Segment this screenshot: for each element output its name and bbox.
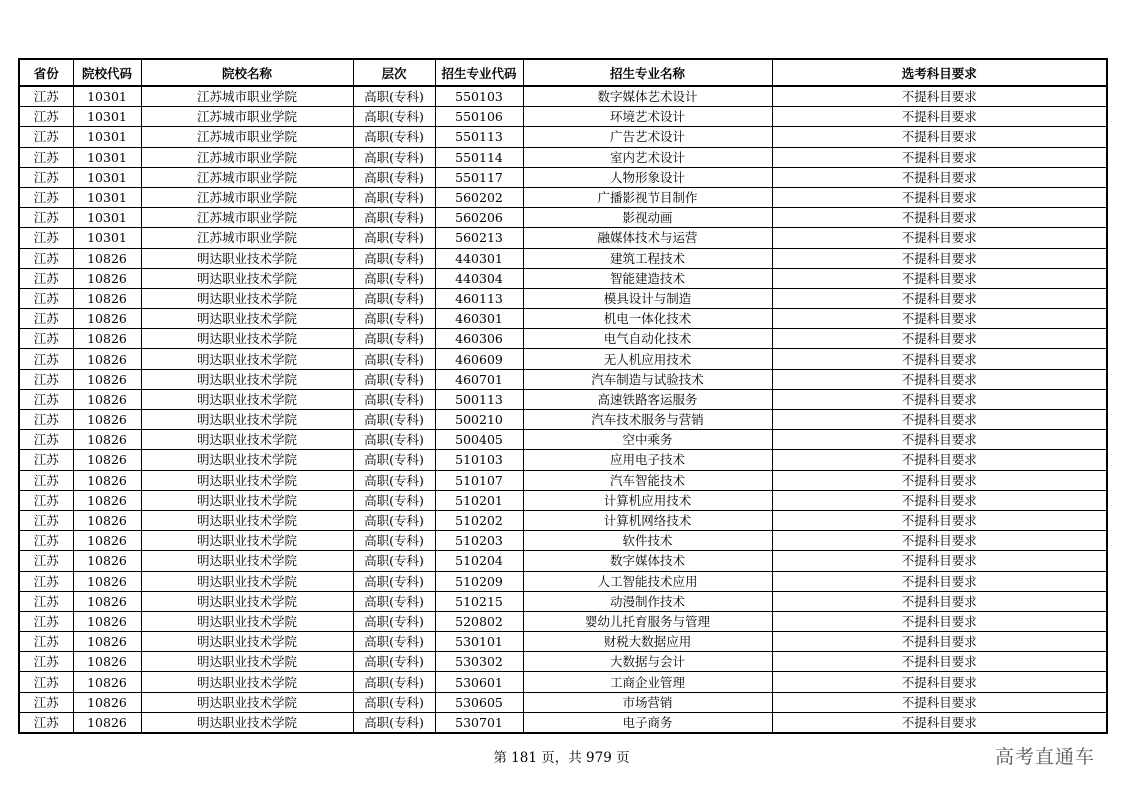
major-code-cell: 530101 <box>435 632 523 652</box>
school-code-cell: 10826 <box>73 611 141 631</box>
major-code-cell: 530701 <box>435 712 523 733</box>
major-code-cell: 510203 <box>435 531 523 551</box>
table-row <box>19 611 1107 631</box>
table-row <box>19 268 1107 288</box>
table-row <box>19 107 1107 127</box>
province-cell: 江苏 <box>19 107 73 127</box>
major-code-cell: 460113 <box>435 288 523 308</box>
header-subject-requirement: 选考科目要求 <box>772 59 1107 86</box>
level-cell: 高职(专科) <box>353 510 435 530</box>
school-code-cell: 10301 <box>73 167 141 187</box>
level-cell: 高职(专科) <box>353 329 435 349</box>
table-row <box>19 652 1107 672</box>
major-code-cell: 510215 <box>435 591 523 611</box>
school-name-cell: 明达职业技术学院 <box>141 510 353 530</box>
subject-requirement-cell: 不提科目要求 <box>772 228 1107 248</box>
major-code-cell: 520802 <box>435 611 523 631</box>
province-cell: 江苏 <box>19 228 73 248</box>
table-row <box>19 712 1107 733</box>
table-header <box>19 59 1107 86</box>
school-code-cell: 10826 <box>73 652 141 672</box>
province-cell: 江苏 <box>19 268 73 288</box>
school-name-cell: 明达职业技术学院 <box>141 611 353 631</box>
table-row <box>19 228 1107 248</box>
major-code-cell: 510209 <box>435 571 523 591</box>
major-name-cell: 模具设计与制造 <box>523 288 772 308</box>
province-cell: 江苏 <box>19 127 73 147</box>
table-row <box>19 369 1107 389</box>
major-name-cell: 环境艺术设计 <box>523 107 772 127</box>
province-cell: 江苏 <box>19 288 73 308</box>
major-name-cell: 汽车制造与试验技术 <box>523 369 772 389</box>
province-cell: 江苏 <box>19 551 73 571</box>
subject-requirement-cell: 不提科目要求 <box>772 470 1107 490</box>
major-code-cell: 560202 <box>435 187 523 207</box>
major-name-cell: 婴幼儿托育服务与管理 <box>523 611 772 631</box>
subject-requirement-cell: 不提科目要求 <box>772 632 1107 652</box>
page-number: 第 181 页，共 979 页 <box>493 750 630 766</box>
major-code-cell: 440301 <box>435 248 523 268</box>
table-row <box>19 591 1107 611</box>
header-school-name: 院校名称 <box>141 59 353 86</box>
level-cell: 高职(专科) <box>353 228 435 248</box>
major-code-cell: 510107 <box>435 470 523 490</box>
subject-requirement-cell: 不提科目要求 <box>772 551 1107 571</box>
header-major-code: 招生专业代码 <box>435 59 523 86</box>
subject-requirement-cell: 不提科目要求 <box>772 86 1107 107</box>
table-row <box>19 86 1107 107</box>
header-major-name: 招生专业名称 <box>523 59 772 86</box>
school-code-cell: 10826 <box>73 672 141 692</box>
province-cell: 江苏 <box>19 430 73 450</box>
major-code-cell: 440304 <box>435 268 523 288</box>
school-name-cell: 明达职业技术学院 <box>141 268 353 288</box>
table-row <box>19 410 1107 430</box>
school-name-cell: 明达职业技术学院 <box>141 551 353 571</box>
major-name-cell: 汽车技术服务与营销 <box>523 410 772 430</box>
major-code-cell: 500405 <box>435 430 523 450</box>
school-code-cell: 10301 <box>73 208 141 228</box>
subject-requirement-cell: 不提科目要求 <box>772 268 1107 288</box>
major-code-cell: 500210 <box>435 410 523 430</box>
school-name-cell: 江苏城市职业学院 <box>141 167 353 187</box>
major-name-cell: 智能建造技术 <box>523 268 772 288</box>
major-code-cell: 530302 <box>435 652 523 672</box>
school-name-cell: 明达职业技术学院 <box>141 652 353 672</box>
school-code-cell: 10826 <box>73 430 141 450</box>
school-name-cell: 明达职业技术学院 <box>141 450 353 470</box>
header-school-code: 院校代码 <box>73 59 141 86</box>
major-name-cell: 汽车智能技术 <box>523 470 772 490</box>
major-name-cell: 软件技术 <box>523 531 772 551</box>
major-name-cell: 动漫制作技术 <box>523 591 772 611</box>
level-cell: 高职(专科) <box>353 652 435 672</box>
level-cell: 高职(专科) <box>353 430 435 450</box>
major-name-cell: 应用电子技术 <box>523 450 772 470</box>
major-name-cell: 数字媒体技术 <box>523 551 772 571</box>
province-cell: 江苏 <box>19 369 73 389</box>
school-code-cell: 10301 <box>73 228 141 248</box>
subject-requirement-cell: 不提科目要求 <box>772 389 1107 409</box>
province-cell: 江苏 <box>19 611 73 631</box>
major-code-cell: 510103 <box>435 450 523 470</box>
subject-requirement-cell: 不提科目要求 <box>772 611 1107 631</box>
major-code-cell: 550117 <box>435 167 523 187</box>
major-name-cell: 电气自动化技术 <box>523 329 772 349</box>
province-cell: 江苏 <box>19 349 73 369</box>
school-code-cell: 10826 <box>73 632 141 652</box>
school-code-cell: 10301 <box>73 187 141 207</box>
school-name-cell: 明达职业技术学院 <box>141 712 353 733</box>
major-code-cell: 550103 <box>435 86 523 107</box>
level-cell: 高职(专科) <box>353 167 435 187</box>
province-cell: 江苏 <box>19 167 73 187</box>
table-row <box>19 248 1107 268</box>
subject-requirement-cell: 不提科目要求 <box>772 288 1107 308</box>
table-row <box>19 571 1107 591</box>
school-name-cell: 明达职业技术学院 <box>141 369 353 389</box>
level-cell: 高职(专科) <box>353 531 435 551</box>
table-row <box>19 430 1107 450</box>
level-cell: 高职(专科) <box>353 127 435 147</box>
major-code-cell: 560206 <box>435 208 523 228</box>
table-row <box>19 692 1107 712</box>
province-cell: 江苏 <box>19 86 73 107</box>
school-code-cell: 10826 <box>73 551 141 571</box>
province-cell: 江苏 <box>19 208 73 228</box>
major-name-cell: 财税大数据应用 <box>523 632 772 652</box>
table-row <box>19 531 1107 551</box>
school-code-cell: 10301 <box>73 147 141 167</box>
major-name-cell: 市场营销 <box>523 692 772 712</box>
school-code-cell: 10826 <box>73 450 141 470</box>
admission-table <box>18 58 1108 734</box>
table-row <box>19 510 1107 530</box>
subject-requirement-cell: 不提科目要求 <box>772 591 1107 611</box>
subject-requirement-cell: 不提科目要求 <box>772 450 1107 470</box>
major-code-cell: 510204 <box>435 551 523 571</box>
major-code-cell: 530601 <box>435 672 523 692</box>
school-name-cell: 明达职业技术学院 <box>141 632 353 652</box>
school-code-cell: 10826 <box>73 591 141 611</box>
level-cell: 高职(专科) <box>353 450 435 470</box>
level-cell: 高职(专科) <box>353 288 435 308</box>
major-name-cell: 大数据与会计 <box>523 652 772 672</box>
school-code-cell: 10826 <box>73 490 141 510</box>
school-code-cell: 10826 <box>73 248 141 268</box>
province-cell: 江苏 <box>19 329 73 349</box>
province-cell: 江苏 <box>19 490 73 510</box>
subject-requirement-cell: 不提科目要求 <box>772 571 1107 591</box>
school-name-cell: 江苏城市职业学院 <box>141 187 353 207</box>
province-cell: 江苏 <box>19 591 73 611</box>
school-name-cell: 明达职业技术学院 <box>141 692 353 712</box>
school-code-cell: 10826 <box>73 571 141 591</box>
school-code-cell: 10826 <box>73 369 141 389</box>
level-cell: 高职(专科) <box>353 86 435 107</box>
school-name-cell: 明达职业技术学院 <box>141 288 353 308</box>
level-cell: 高职(专科) <box>353 349 435 369</box>
table-row <box>19 490 1107 510</box>
subject-requirement-cell: 不提科目要求 <box>772 692 1107 712</box>
table-row <box>19 389 1107 409</box>
school-name-cell: 明达职业技术学院 <box>141 329 353 349</box>
school-code-cell: 10826 <box>73 349 141 369</box>
subject-requirement-cell: 不提科目要求 <box>772 349 1107 369</box>
school-name-cell: 江苏城市职业学院 <box>141 127 353 147</box>
major-name-cell: 机电一体化技术 <box>523 309 772 329</box>
level-cell: 高职(专科) <box>353 712 435 733</box>
subject-requirement-cell: 不提科目要求 <box>772 248 1107 268</box>
school-code-cell: 10826 <box>73 288 141 308</box>
major-name-cell: 人物形象设计 <box>523 167 772 187</box>
table-row <box>19 208 1107 228</box>
major-name-cell: 融媒体技术与运营 <box>523 228 772 248</box>
level-cell: 高职(专科) <box>353 369 435 389</box>
major-name-cell: 影视动画 <box>523 208 772 228</box>
school-code-cell: 10826 <box>73 389 141 409</box>
subject-requirement-cell: 不提科目要求 <box>772 430 1107 450</box>
school-name-cell: 江苏城市职业学院 <box>141 147 353 167</box>
level-cell: 高职(专科) <box>353 248 435 268</box>
school-code-cell: 10826 <box>73 470 141 490</box>
level-cell: 高职(专科) <box>353 470 435 490</box>
level-cell: 高职(专科) <box>353 632 435 652</box>
major-name-cell: 计算机网络技术 <box>523 510 772 530</box>
subject-requirement-cell: 不提科目要求 <box>772 208 1107 228</box>
subject-requirement-cell: 不提科目要求 <box>772 490 1107 510</box>
subject-requirement-cell: 不提科目要求 <box>772 147 1107 167</box>
subject-requirement-cell: 不提科目要求 <box>772 309 1107 329</box>
school-name-cell: 明达职业技术学院 <box>141 470 353 490</box>
level-cell: 高职(专科) <box>353 571 435 591</box>
subject-requirement-cell: 不提科目要求 <box>772 127 1107 147</box>
major-code-cell: 530605 <box>435 692 523 712</box>
school-name-cell: 江苏城市职业学院 <box>141 208 353 228</box>
subject-requirement-cell: 不提科目要求 <box>772 410 1107 430</box>
watermark-logo-text: 高考直通车 <box>994 746 1095 768</box>
header-level: 层次 <box>353 59 435 86</box>
subject-requirement-cell: 不提科目要求 <box>772 510 1107 530</box>
table-body <box>19 86 1107 733</box>
major-name-cell: 高速铁路客运服务 <box>523 389 772 409</box>
major-code-cell: 460609 <box>435 349 523 369</box>
province-cell: 江苏 <box>19 652 73 672</box>
major-name-cell: 空中乘务 <box>523 430 772 450</box>
subject-requirement-cell: 不提科目要求 <box>772 107 1107 127</box>
province-cell: 江苏 <box>19 450 73 470</box>
major-name-cell: 数字媒体艺术设计 <box>523 86 772 107</box>
table-row <box>19 187 1107 207</box>
level-cell: 高职(专科) <box>353 107 435 127</box>
major-name-cell: 广播影视节目制作 <box>523 187 772 207</box>
province-cell: 江苏 <box>19 632 73 652</box>
subject-requirement-cell: 不提科目要求 <box>772 369 1107 389</box>
level-cell: 高职(专科) <box>353 208 435 228</box>
table-row <box>19 551 1107 571</box>
province-cell: 江苏 <box>19 531 73 551</box>
school-name-cell: 明达职业技术学院 <box>141 591 353 611</box>
province-cell: 江苏 <box>19 410 73 430</box>
header-province: 省份 <box>19 59 73 86</box>
level-cell: 高职(专科) <box>353 268 435 288</box>
subject-requirement-cell: 不提科目要求 <box>772 329 1107 349</box>
level-cell: 高职(专科) <box>353 147 435 167</box>
school-name-cell: 明达职业技术学院 <box>141 571 353 591</box>
province-cell: 江苏 <box>19 672 73 692</box>
level-cell: 高职(专科) <box>353 611 435 631</box>
major-name-cell: 人工智能技术应用 <box>523 571 772 591</box>
table-row <box>19 288 1107 308</box>
subject-requirement-cell: 不提科目要求 <box>772 187 1107 207</box>
major-name-cell: 计算机应用技术 <box>523 490 772 510</box>
province-cell: 江苏 <box>19 571 73 591</box>
table-row <box>19 167 1107 187</box>
province-cell: 江苏 <box>19 692 73 712</box>
subject-requirement-cell: 不提科目要求 <box>772 531 1107 551</box>
school-code-cell: 10826 <box>73 329 141 349</box>
major-code-cell: 500113 <box>435 389 523 409</box>
table-row <box>19 632 1107 652</box>
level-cell: 高职(专科) <box>353 672 435 692</box>
school-name-cell: 明达职业技术学院 <box>141 490 353 510</box>
subject-requirement-cell: 不提科目要求 <box>772 712 1107 733</box>
school-name-cell: 明达职业技术学院 <box>141 389 353 409</box>
table-row <box>19 309 1107 329</box>
major-code-cell: 550113 <box>435 127 523 147</box>
table-row <box>19 329 1107 349</box>
level-cell: 高职(专科) <box>353 551 435 571</box>
major-name-cell: 广告艺术设计 <box>523 127 772 147</box>
school-name-cell: 明达职业技术学院 <box>141 672 353 692</box>
province-cell: 江苏 <box>19 712 73 733</box>
subject-requirement-cell: 不提科目要求 <box>772 167 1107 187</box>
table-row <box>19 470 1107 490</box>
school-code-cell: 10826 <box>73 531 141 551</box>
table-row <box>19 349 1107 369</box>
table-row <box>19 672 1107 692</box>
major-code-cell: 460301 <box>435 309 523 329</box>
major-name-cell: 室内艺术设计 <box>523 147 772 167</box>
school-name-cell: 明达职业技术学院 <box>141 349 353 369</box>
school-code-cell: 10826 <box>73 510 141 530</box>
major-name-cell: 电子商务 <box>523 712 772 733</box>
level-cell: 高职(专科) <box>353 410 435 430</box>
school-code-cell: 10301 <box>73 107 141 127</box>
major-code-cell: 550114 <box>435 147 523 167</box>
major-code-cell: 510201 <box>435 490 523 510</box>
school-name-cell: 江苏城市职业学院 <box>141 228 353 248</box>
level-cell: 高职(专科) <box>353 187 435 207</box>
province-cell: 江苏 <box>19 470 73 490</box>
school-name-cell: 江苏城市职业学院 <box>141 107 353 127</box>
table-row <box>19 450 1107 470</box>
school-code-cell: 10301 <box>73 86 141 107</box>
school-code-cell: 10826 <box>73 309 141 329</box>
major-name-cell: 建筑工程技术 <box>523 248 772 268</box>
major-code-cell: 560213 <box>435 228 523 248</box>
province-cell: 江苏 <box>19 248 73 268</box>
table-row <box>19 147 1107 167</box>
school-name-cell: 明达职业技术学院 <box>141 430 353 450</box>
province-cell: 江苏 <box>19 309 73 329</box>
level-cell: 高职(专科) <box>353 490 435 510</box>
subject-requirement-cell: 不提科目要求 <box>772 672 1107 692</box>
school-code-cell: 10826 <box>73 692 141 712</box>
province-cell: 江苏 <box>19 389 73 409</box>
school-code-cell: 10826 <box>73 712 141 733</box>
level-cell: 高职(专科) <box>353 309 435 329</box>
table-row <box>19 127 1107 147</box>
school-name-cell: 江苏城市职业学院 <box>141 86 353 107</box>
level-cell: 高职(专科) <box>353 389 435 409</box>
subject-requirement-cell: 不提科目要求 <box>772 652 1107 672</box>
major-code-cell: 460701 <box>435 369 523 389</box>
school-code-cell: 10826 <box>73 268 141 288</box>
level-cell: 高职(专科) <box>353 692 435 712</box>
province-cell: 江苏 <box>19 187 73 207</box>
school-code-cell: 10301 <box>73 127 141 147</box>
major-name-cell: 无人机应用技术 <box>523 349 772 369</box>
major-code-cell: 460306 <box>435 329 523 349</box>
level-cell: 高职(专科) <box>353 591 435 611</box>
province-cell: 江苏 <box>19 147 73 167</box>
province-cell: 江苏 <box>19 510 73 530</box>
school-name-cell: 明达职业技术学院 <box>141 531 353 551</box>
major-code-cell: 510202 <box>435 510 523 530</box>
school-name-cell: 明达职业技术学院 <box>141 309 353 329</box>
school-name-cell: 明达职业技术学院 <box>141 248 353 268</box>
major-code-cell: 550106 <box>435 107 523 127</box>
school-name-cell: 明达职业技术学院 <box>141 410 353 430</box>
major-name-cell: 工商企业管理 <box>523 672 772 692</box>
school-code-cell: 10826 <box>73 410 141 430</box>
